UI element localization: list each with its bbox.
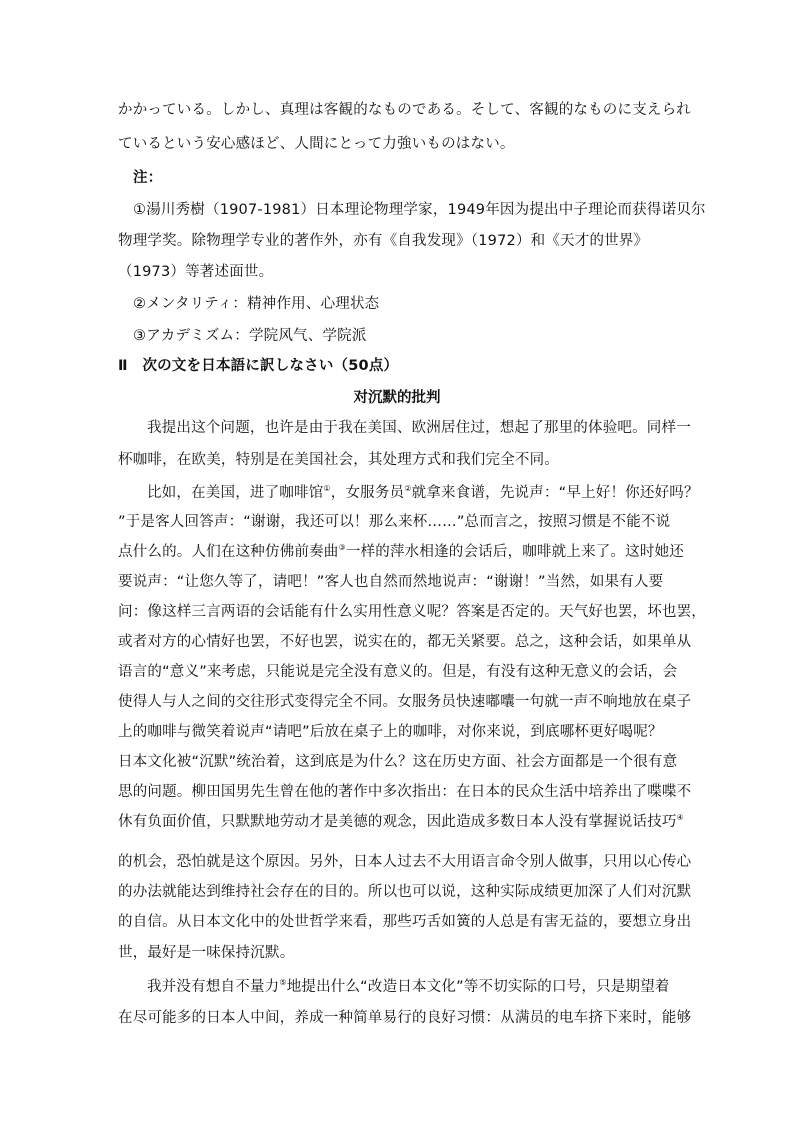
- body-line-6: 要说声：“让您久等了，请吧！”客人也自然而然地说声：“谢谢！”当然，如果有人要: [118, 574, 664, 590]
- body-line-1: 我提出这个问题，也许是由于我在美国、欧洲居住过，想起了那里的体验吧。同样一: [147, 420, 691, 436]
- body-line-9: 语言的“意义”来考虑，只能说是完全没有意义的。但是，有没有这种无意义的会话，会: [118, 664, 678, 680]
- body-line-18: 世，最好是一味保持沉默。: [118, 945, 295, 961]
- body-line-5: 点什么的。人们在这种仿佛前奏曲③一样的萍水相逢的会话后，咖啡就上来了。这时她还: [118, 543, 684, 560]
- japanese-passage-line-1: かかっている。しかし、真理は客観的なものである。そして、客観的なものに支えられ: [118, 102, 692, 118]
- body-line-7: 问：像这样三言两语的会话能有什么实用性意义呢？答案是否定的。天气好也罢，坏也罢，: [118, 604, 706, 620]
- note3: ③アカデミズム：学院风气、学院派: [133, 328, 367, 344]
- notes-heading: 注：: [133, 170, 163, 186]
- footnote-marker: ①: [323, 484, 331, 494]
- body-line-17: 的自信。从日本文化中的处世哲学来看，那些巧舌如簧的人总是有害无益的，要想立身出: [118, 914, 692, 930]
- body-line-19: 我并没有想自不量力⑤地提出什么“改造日本文化”等不切实际的口号，只是期望着: [147, 978, 670, 995]
- footnote-marker: ②: [404, 484, 412, 494]
- body-line-2: 杯咖啡，在欧美，特别是在美国社会，其处理方式和我们完全不同。: [118, 452, 559, 468]
- body-line-4: ”于是客人回答声：“谢谢，我还可以！那么来杯……”总而言之，按照习惯是不能不说: [118, 514, 671, 530]
- footnote-marker: ④: [676, 813, 684, 823]
- body-line-11: 上的咖啡与微笑着说声“请吧”后放在桌子上的咖啡，对你来说，到底哪杯更好喝呢？: [118, 724, 663, 740]
- body-line-20: 在尽可能多的日本人中间，养成一种简单易行的良好习惯：从满员的电车挤下来时，能够: [118, 1010, 692, 1026]
- body-line-12: 日本文化被“沉默”统治着，这到底是为什么？这在历史方面、社会方面都是一个很有意: [118, 754, 678, 770]
- note2: ②メンタリティ：精神作用、心理状态: [133, 296, 380, 312]
- body-line-13: 思的问题。柳田国男先生曾在他的著作中多次指出：在日本的民众生活中培养出了喋喋不: [118, 784, 692, 800]
- body-line-15: 的机会，恐怕就是这个原因。另外，日本人过去不大用语言命令别人做事，只用以心传心: [118, 854, 692, 870]
- note1-line-3: （1973）等著述面世。: [118, 264, 274, 280]
- section2-heading: Ⅱ 次の文を日本語に訳しなさい（50点）: [118, 358, 399, 374]
- note1-line-1: ①湯川秀樹（1907-1981）日本理论物理学家，1949年因为提出中子理论而获得诺贝尔: [133, 202, 706, 218]
- body-line-3: 比如，在美国，进了咖啡馆①，女服务员②就拿来食谱，先说声：“早上好！你还好吗？: [147, 484, 699, 501]
- section2-title: 对沉默的批判: [353, 390, 441, 406]
- footnote-marker: ⑤: [279, 978, 287, 988]
- note1-line-2: 物理学奖。除物理学专业的著作外，亦有《自我发现》（1972）和《天才的世界》: [118, 233, 649, 249]
- body-line-8: 或者对方的心情好也罢，不好也罢，说实在的，都无关紧要。总之，这种会话，如果单从: [118, 634, 692, 650]
- body-line-16: 的办法就能达到维持社会存在的目的。所以也可以说，这种实际成绩更加深了人们对沉默: [118, 884, 692, 900]
- body-line-10: 使得人与人之间的交往形式变得完全不同。女服务员快速嘟囔一句就一声不响地放在桌子: [118, 694, 692, 710]
- japanese-passage-line-2: ているという安心感ほど、人間にとって力強いものはない。: [118, 136, 515, 152]
- body-line-14: 休有负面价值，只默默地劳动才是美德的观念，因此造成多数日本人没有掌握说话技巧④: [118, 813, 684, 830]
- footnote-marker: ③: [338, 543, 346, 553]
